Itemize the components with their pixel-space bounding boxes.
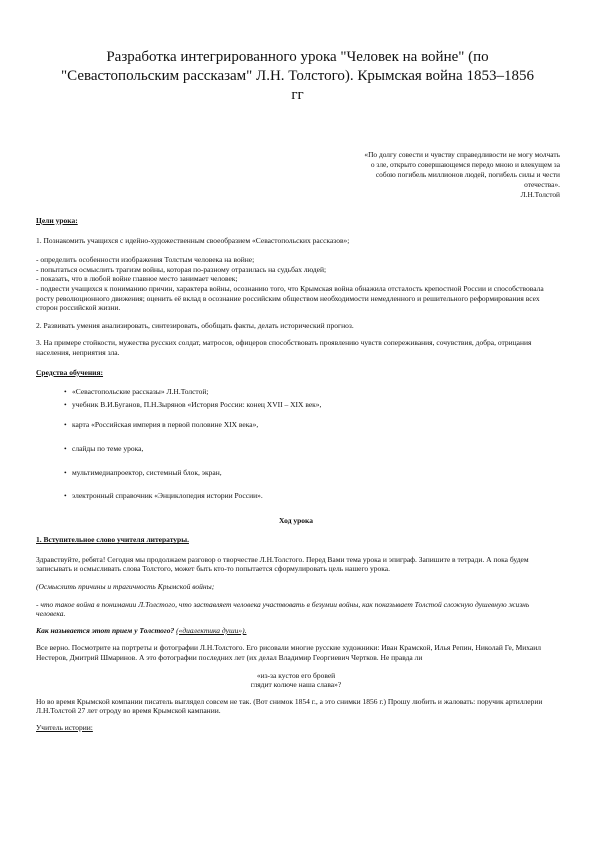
paragraph-italic: - что такое война в понимании Л.Толстого, что заставляет человека участвовать в безумии войны, как показывает Толстой сложную душевную жизнь человека.	[36, 599, 530, 619]
goal-item-1: 1. Познакомить учащихся с идейно-художественным своеобразием «Севастопольских рассказов»;	[36, 235, 350, 245]
bullet-icon: •	[64, 420, 67, 430]
means-item	[36, 387, 556, 397]
teacher-label: Учитель истории:	[36, 723, 93, 732]
means-list	[36, 387, 556, 501]
lesson-heading: Ход урока	[278, 515, 314, 525]
document-title: Разработка интегрированного урока "Человек на войне" (по "Севастопольским рассказам" Л.Н. Толстого). Крымская война 1853–1856 гг	[61, 49, 534, 103]
paragraph: Все верно. Посмотрите на портреты и фотографии Л.Н.Толстого. Его рисовали многие русские художники: Иван Крамской, Илья Репин, Николай Ге, Михаил Нестеров, Дмитрий Шмаринов. А это фотографии последних лет (их делал Владимир Георгиевич Чертков. Не правда ли	[36, 643, 541, 663]
bullet-icon: •	[64, 467, 67, 477]
quote-line: глядит колюче наша слава»?	[250, 680, 342, 690]
document-body	[36, 216, 556, 733]
epigraph-line: о зле, открыто совершающемся передо мною и влекущем за	[370, 160, 560, 169]
epigraph-author: Л.Н.Толстой	[520, 190, 560, 199]
means-item-text: слайды по теме урока,	[72, 443, 144, 453]
bullet-icon: •	[64, 387, 67, 397]
goal-subitem: - определить особенности изображения Толстым человека на войне;	[36, 255, 255, 265]
bullet-icon: •	[64, 399, 67, 409]
epigraph-line: «По долгу совести и чувству справедливости не могу молчать	[364, 150, 560, 159]
goals-heading: Цели урока:	[36, 216, 78, 225]
question-line	[36, 626, 556, 636]
paragraph: Здравствуйте, ребята! Сегодня мы продолжаем разговор о творчестве Л.Н.Толстого. Перед Вами тема урока и эпиграф. Запишите в тетради. А пока будем записывать и осмысливать слова Толстого, может быть кто-то попытается сформулировать цель нашего урока.	[36, 554, 529, 574]
bullet-icon: •	[64, 491, 67, 501]
question-answer: («диалектика души»).	[176, 625, 247, 635]
goal-item-2: 2. Развивать умения анализировать, синтезировать, обобщать факты, делать исторический прогноз.	[36, 320, 354, 330]
means-item-text: мультимедиапроектор, системный блок, экран,	[72, 467, 222, 477]
bullet-icon: •	[64, 443, 67, 453]
goal-subitem: - попытаться осмыслить трагизм войны, которая по-разному отразилась на судьбах людей;	[36, 264, 327, 274]
goal-subitem: - показать, что в любой войне главное место занимает человек;	[36, 274, 238, 284]
paragraph: Но во время Крымской компании писатель выглядел совсем не так. (Вот снимок 1854 г., а это снимки 1856 г.) Прошу любить и жаловать: поручик артиллерии Л.Н.Толстой 27 лет отроду во время Крымской кампании.	[36, 696, 543, 716]
question-text: Как называется этот прием у Толстого?	[36, 625, 175, 635]
means-item-text: «Севастопольские рассказы» Л.Н.Толстой;	[72, 387, 209, 397]
quote-line: «из-за кустов его бровей	[256, 670, 336, 680]
section-1-heading: 1. Вступительное слово учителя литературы.	[36, 535, 189, 545]
means-item	[36, 400, 556, 410]
means-item-text: учебник В.И.Буганов, П.Н.Зырянов «История России: конец XVII – XIX век»,	[72, 399, 322, 409]
paragraph-italic: (Осмыслить причины и трагичность Крымской войны;	[36, 582, 215, 592]
means-heading: Средства обучения:	[36, 367, 104, 377]
means-item	[36, 420, 556, 430]
means-item	[36, 491, 556, 501]
means-item	[36, 468, 556, 478]
goal-subitem: - подвести учащихся к пониманию причин, характера войны, осознанию того, что Крымская война обнажила отсталость крепостной России и способствовала росту революционного движения; оценить её вклад в осознание российским обществом необходимости немедленного и решительного реформирования всех сторон российской жизни.	[36, 283, 544, 313]
goal-item-3: 3. На примере стойкости, мужества русских солдат, матросов, офицеров способствовать проявлению чувств сопереживания, сочувствия, добра, отрицания населения, неприятия зла.	[36, 338, 532, 357]
means-item-text: электронный справочник «Энциклопедия истории России».	[72, 491, 263, 501]
epigraph	[268, 150, 560, 200]
means-item	[36, 444, 556, 454]
epigraph-line: собою погибель миллионов людей, погибель силы и чести	[375, 170, 560, 179]
means-item-text: карта «Российская империя в первой половине XIX века»,	[72, 420, 259, 430]
epigraph-line: отечества».	[524, 180, 560, 189]
